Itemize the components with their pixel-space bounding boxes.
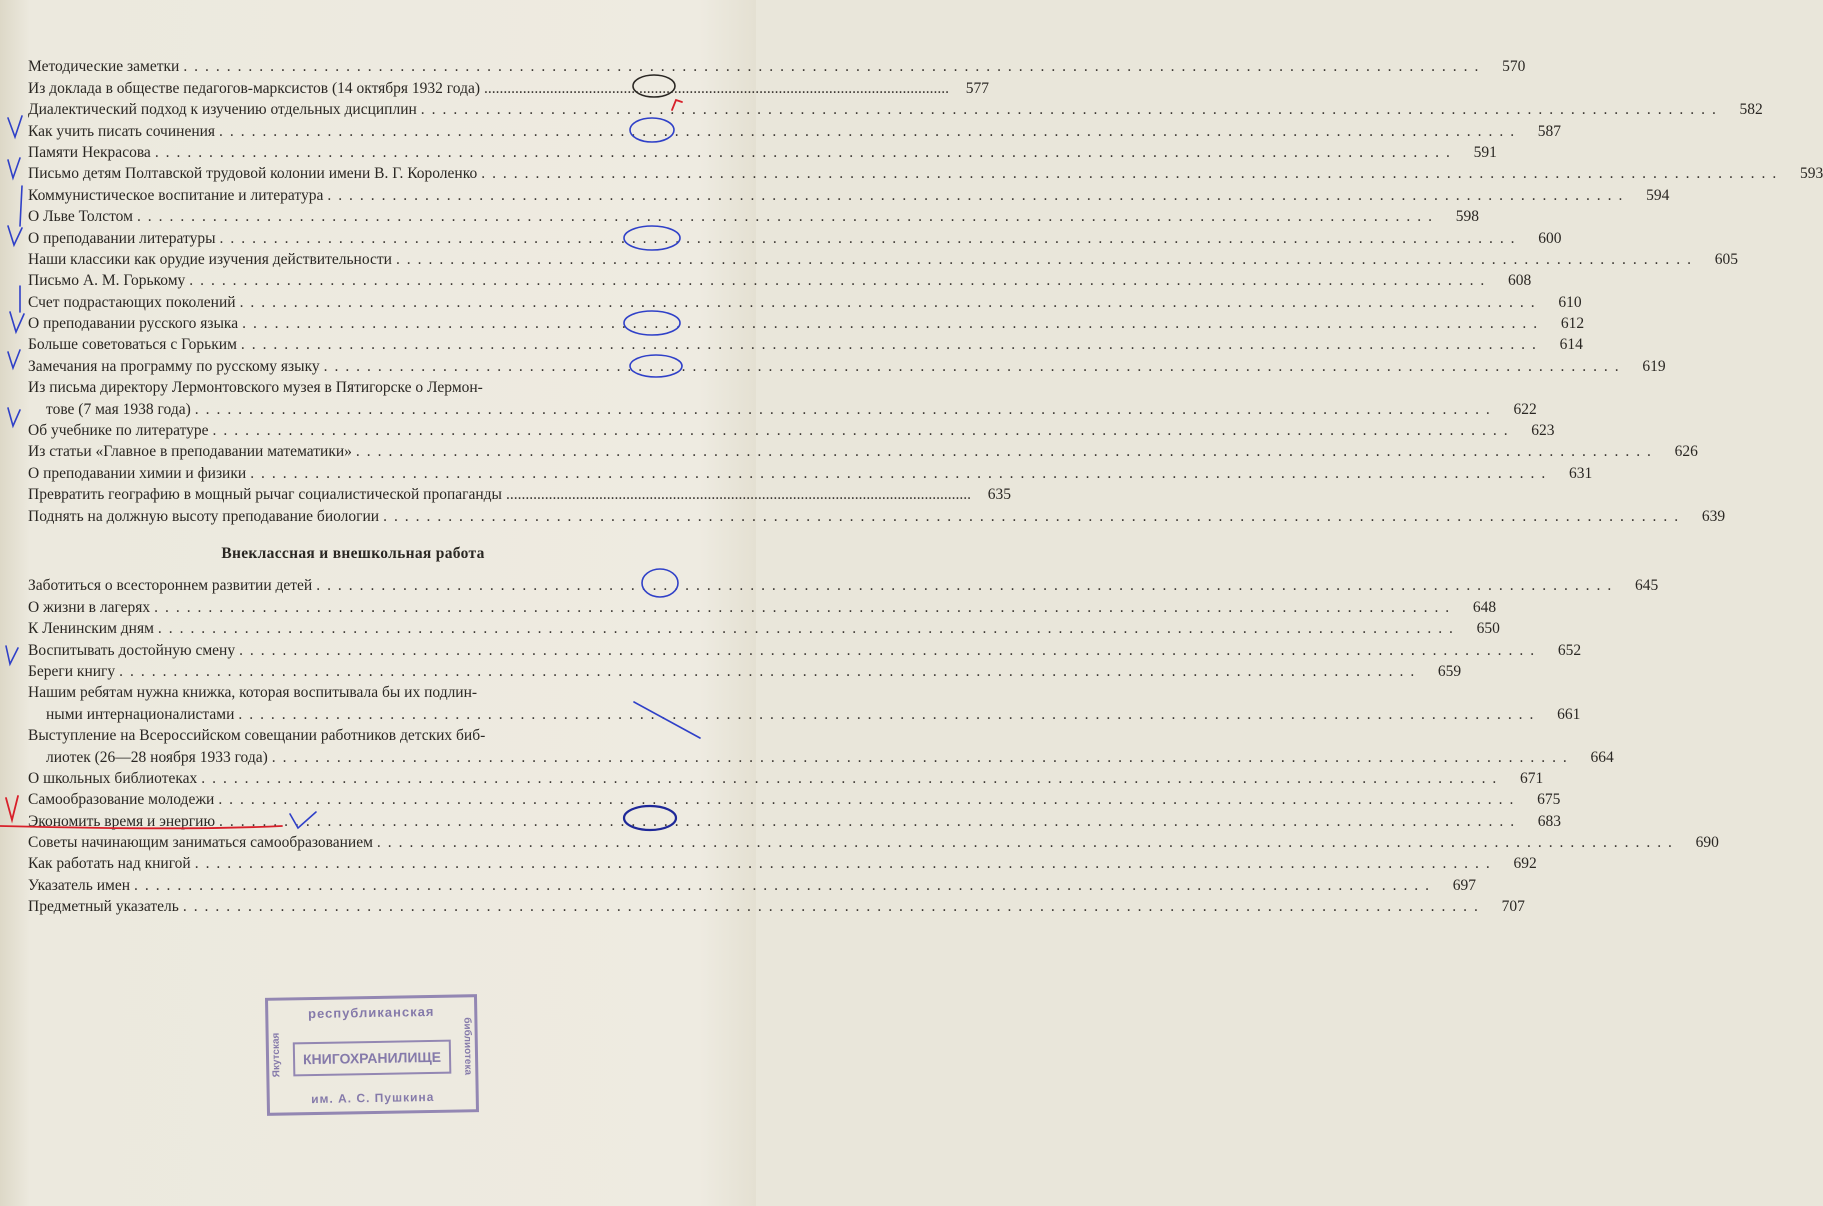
toc-entry-title: О Льве Толстом: [28, 208, 133, 226]
toc-entry-title: Как учить писать сочинения: [28, 122, 216, 140]
checkmark-icon: [8, 408, 20, 426]
toc-entry: [28, 420, 1555, 441]
toc-entry-page: 594: [1646, 186, 1670, 204]
toc-entry: [28, 270, 1532, 291]
checkmark-icon: [8, 116, 22, 137]
toc-entry-page: 635: [987, 486, 1011, 504]
toc-entry: [28, 291, 1582, 312]
toc-entry-page: 614: [1559, 336, 1583, 354]
toc-leader-dots: ........................................................................................................................: [194, 400, 1497, 418]
toc-entry: [28, 505, 1726, 526]
toc-entry-title: К Ленинским дням: [28, 620, 154, 638]
toc-entry-page: 664: [1590, 748, 1614, 766]
toc-entry-page: 707: [1501, 898, 1525, 916]
toc-leader-dots: ........................................................................................................................: [201, 769, 1504, 787]
toc-entry-page: 619: [1642, 357, 1666, 375]
toc-entry-page: 591: [1473, 143, 1497, 161]
toc-leader-dots: ........................................................................................................................: [218, 791, 1521, 809]
toc-entry-title: Заботиться о всестороннем развитии детей: [28, 577, 313, 595]
toc-entry: [28, 832, 1719, 853]
toc-leader-dots: ........................................................................................................................: [189, 272, 1492, 290]
toc-leader-dots: ........................................................................................................................: [420, 101, 1723, 119]
margin-line: [20, 186, 22, 226]
toc-entry-page: 675: [1537, 791, 1561, 809]
toc-entry-title: Больше советоваться с Горьким: [28, 336, 237, 354]
toc-entry-congress: [28, 725, 1614, 768]
toc-entry-title: Из статьи «Главное в преподавании математики»: [28, 443, 352, 461]
toc-entry: [28, 618, 1500, 639]
toc-entry-page: 645: [1634, 577, 1659, 595]
toc-leader-dots: ........................................................................................................................: [481, 165, 1784, 183]
toc-entry: [28, 206, 1479, 227]
toc-entry: [28, 227, 1562, 248]
toc-leader-dots: ........................................................................................................................: [238, 705, 1541, 723]
toc-entry-page: 605: [1714, 250, 1738, 268]
toc-entry-title: Береги книгу: [28, 662, 116, 680]
toc-entry-title-line1: Нашим ребятам нужна книжка, которая воспитывала бы их подлин-: [28, 683, 478, 701]
toc-entry-page: 659: [1437, 662, 1462, 680]
toc-entry-page: 648: [1472, 598, 1497, 616]
toc-entry: [28, 810, 1562, 831]
toc-entry: [28, 575, 1659, 596]
checkmark-icon: [6, 646, 18, 664]
toc-entry-page: 671: [1520, 769, 1544, 787]
toc-entry: [28, 441, 1698, 462]
toc-entry: [28, 661, 1462, 682]
toc-entry-title: Экономить время и энергию: [28, 812, 216, 830]
toc-leader-dots: ........................................................................................................................: [240, 336, 1543, 354]
toc-group-section-a: [28, 575, 1659, 682]
toc-entry-title: О школьных библиотеках: [28, 769, 198, 787]
checkmark-icon: [8, 226, 22, 245]
toc-entry-page: 622: [1513, 400, 1537, 418]
checkmark-icon: [8, 158, 20, 178]
toc-leader-dots: ........................................................................................................................: [323, 357, 1626, 375]
toc-leader-dots: ........................................................................................................................: [134, 876, 1436, 894]
stamp-top-text: республиканская: [307, 1003, 435, 1022]
toc-entry: [28, 334, 1583, 355]
toc-entry-title: О преподавании русского языка: [28, 315, 239, 333]
toc-entry-title: Памяти Некрасова: [28, 143, 151, 161]
toc-entry: [28, 120, 1562, 141]
toc-entry-title: Письмо А. М. Горькому: [28, 272, 186, 290]
toc-entry-title-line2: тове (7 мая 1938 года): [46, 400, 191, 418]
toc-entry-title: О преподавании химии и физики: [28, 464, 247, 482]
toc-leader-dots: ........................................................................................................................: [376, 834, 1679, 852]
toc-entry-page: 631: [1568, 464, 1593, 482]
checkmark-icon: [10, 312, 24, 332]
toc-group-top: [28, 56, 1823, 377]
toc-entry: [28, 596, 1497, 617]
toc-entry-title: Наши классики как орудие изучения действительности: [28, 250, 392, 268]
toc-leader-dots: ........................................................................................................................: [271, 748, 1574, 766]
toc-entry: [28, 874, 1476, 895]
toc-entry-title: О жизни в лагерях: [28, 598, 151, 616]
toc-entry-title: Об учебнике по литературе: [28, 422, 209, 440]
toc-leader-dots: ........................................................................................................................: [119, 662, 1422, 680]
toc-entry-page: 608: [1508, 272, 1532, 290]
toc-entry: [28, 56, 1526, 77]
library-stamp: [265, 994, 479, 1116]
toc-entry: [28, 77, 990, 98]
toc-entry-title: Воспитывать достойную смену: [28, 641, 236, 659]
toc-entry-page: 650: [1476, 620, 1500, 638]
stamp-middle-text: КНИГОХРАНИЛИЩЕ: [293, 1040, 452, 1077]
toc-entry: [28, 896, 1525, 917]
toc-entry-title: Предметный указатель: [28, 898, 179, 916]
toc-leader-dots: ........................................................................................................................: [250, 464, 1553, 482]
toc-entry-page: 692: [1513, 855, 1537, 873]
toc-entry-page: 652: [1557, 641, 1582, 659]
toc-entry: [28, 639, 1582, 660]
toc-leader-dots: ........................................................................................................................: [395, 250, 1698, 268]
toc-entry-title: Из доклада в обществе педагогов-марксистов (14 октября 1932 года): [28, 79, 481, 97]
toc-group-mid: [28, 420, 1726, 527]
toc-entry-page: 600: [1538, 229, 1562, 247]
toc-leader-dots: ........................................................................................................................: [355, 443, 1658, 461]
stamp-right-text: библиотека: [461, 1017, 474, 1076]
toc-leader-dots: ........................................................................................................................: [154, 598, 1457, 616]
toc-leader-dots: ........................................................................................................................: [194, 855, 1497, 873]
toc-entry-page: 612: [1560, 315, 1585, 333]
toc-leader-dots: ........................................................................................................................: [219, 812, 1522, 830]
toc-entry-title: Как работать над книгой: [28, 855, 191, 873]
section-heading: Внеклассная и внешкольная работа: [221, 544, 485, 562]
toc-leader-dots: ........................................................................................................................: [219, 122, 1522, 140]
toc-entry: [28, 313, 1585, 334]
toc-leader-dots: ........................................................................................................................: [327, 186, 1630, 204]
toc-entry-title: О преподавании литературы: [28, 229, 216, 247]
toc-leader-dots: ........................................................................................................................: [219, 229, 1522, 247]
toc-entry: [28, 355, 1666, 376]
toc-leader-dots: ........................................................................................................................: [154, 143, 1457, 161]
toc-leader-dots: ........................................................................................................................: [239, 641, 1542, 659]
toc-entry-page: 697: [1452, 876, 1476, 894]
toc-entry-title: Указатель имен: [28, 876, 130, 894]
toc-entry-page: 582: [1739, 101, 1763, 119]
toc-entry: [28, 163, 1823, 184]
toc-entry-page: 610: [1558, 293, 1582, 311]
stamp-left-text: Якутская: [270, 1032, 283, 1078]
toc-leader-dots: ........................................................................................................................: [212, 422, 1515, 440]
checkmark-icon: [8, 350, 20, 368]
toc-entry: [28, 142, 1497, 163]
toc-group-section-b: [28, 768, 1719, 918]
toc-leader-dots: ........................................................................................................................: [182, 898, 1485, 916]
toc-entry: [28, 462, 1593, 483]
red-checkmark-icon: [6, 796, 18, 820]
toc-leader-dots: ........................................................................................................................: [242, 315, 1545, 333]
toc-leader-dots: ........................................................................................................................: [157, 620, 1460, 638]
toc-leader-dots: ........................................................................................................................: [316, 577, 1619, 595]
toc-entry-page: 598: [1455, 208, 1479, 226]
toc-entry-title-line1: Из письма директору Лермонтовского музея в Пятигорске о Лермон-: [28, 378, 483, 396]
toc-entry-title: Письмо детям Полтавской трудовой колонии имени В. Г. Короленко: [28, 165, 478, 183]
toc-entry: [28, 184, 1670, 205]
toc-entry-page: 690: [1695, 834, 1719, 852]
toc-entry-title: Самообразование молодежи: [28, 791, 215, 809]
toc-entry: [28, 99, 1763, 120]
toc-entry-books: [28, 682, 1581, 725]
toc-entry-title: Диалектический подход к изучению отдельных дисциплин: [28, 101, 417, 119]
toc-entry-page: 577: [965, 79, 990, 97]
toc-entry: [28, 789, 1561, 810]
toc-leader-dots: ........................................................................................................................: [383, 507, 1686, 525]
toc-entry-title-line1: Выступление на Всероссийском совещании работников детских биб-: [28, 726, 486, 744]
toc-leader-dots: ........................................................................................................................: [136, 208, 1439, 226]
toc-entry-page: 683: [1537, 812, 1562, 830]
toc-entry-page: 570: [1502, 58, 1526, 76]
toc-entry-title-line2: ными интернационалистами: [46, 705, 235, 723]
toc-entry-page: 639: [1701, 507, 1726, 525]
toc-leader-dots: ........................................................................................................................: [183, 58, 1486, 76]
toc-entry: [28, 768, 1544, 789]
toc-entry-page: 593: [1799, 165, 1823, 183]
toc-entry-title-line2: лиотек (26—28 ноября 1933 года): [46, 748, 268, 766]
toc-entry-title: Методические заметки: [28, 58, 180, 76]
toc-entry-page: 661: [1557, 705, 1581, 723]
toc-entry-title: Советы начинающим заниматься самообразованием: [28, 834, 373, 852]
toc-leader-dots: ........................................................................................................................: [484, 79, 950, 97]
toc-entry-lermontov: [28, 377, 1537, 420]
toc-leader-dots: ........................................................................................................................: [239, 293, 1542, 311]
table-of-contents: [28, 56, 1823, 917]
stamp-bottom-text: им. А. С. Пушкина: [311, 1089, 435, 1107]
toc-entry: [28, 853, 1537, 874]
toc-leader-dots: ........................................................................................................................: [505, 486, 971, 504]
toc-entry-page: 626: [1674, 443, 1698, 461]
toc-entry-page: 587: [1537, 122, 1562, 140]
toc-entry-title: Замечания на программу по русскому языку: [28, 357, 320, 375]
toc-entry: [28, 484, 1011, 505]
toc-entry-title: Коммунистическое воспитание и литература: [28, 186, 324, 204]
toc-entry: [28, 249, 1738, 270]
toc-entry-title: Превратить географию в мощный рычаг социалистической пропаганды: [28, 486, 502, 504]
toc-entry-title: Счет подрастающих поколений: [28, 293, 236, 311]
toc-entry-page: 623: [1531, 422, 1555, 440]
toc-entry-title: Поднять на должную высоту преподавание биологии: [28, 507, 380, 525]
